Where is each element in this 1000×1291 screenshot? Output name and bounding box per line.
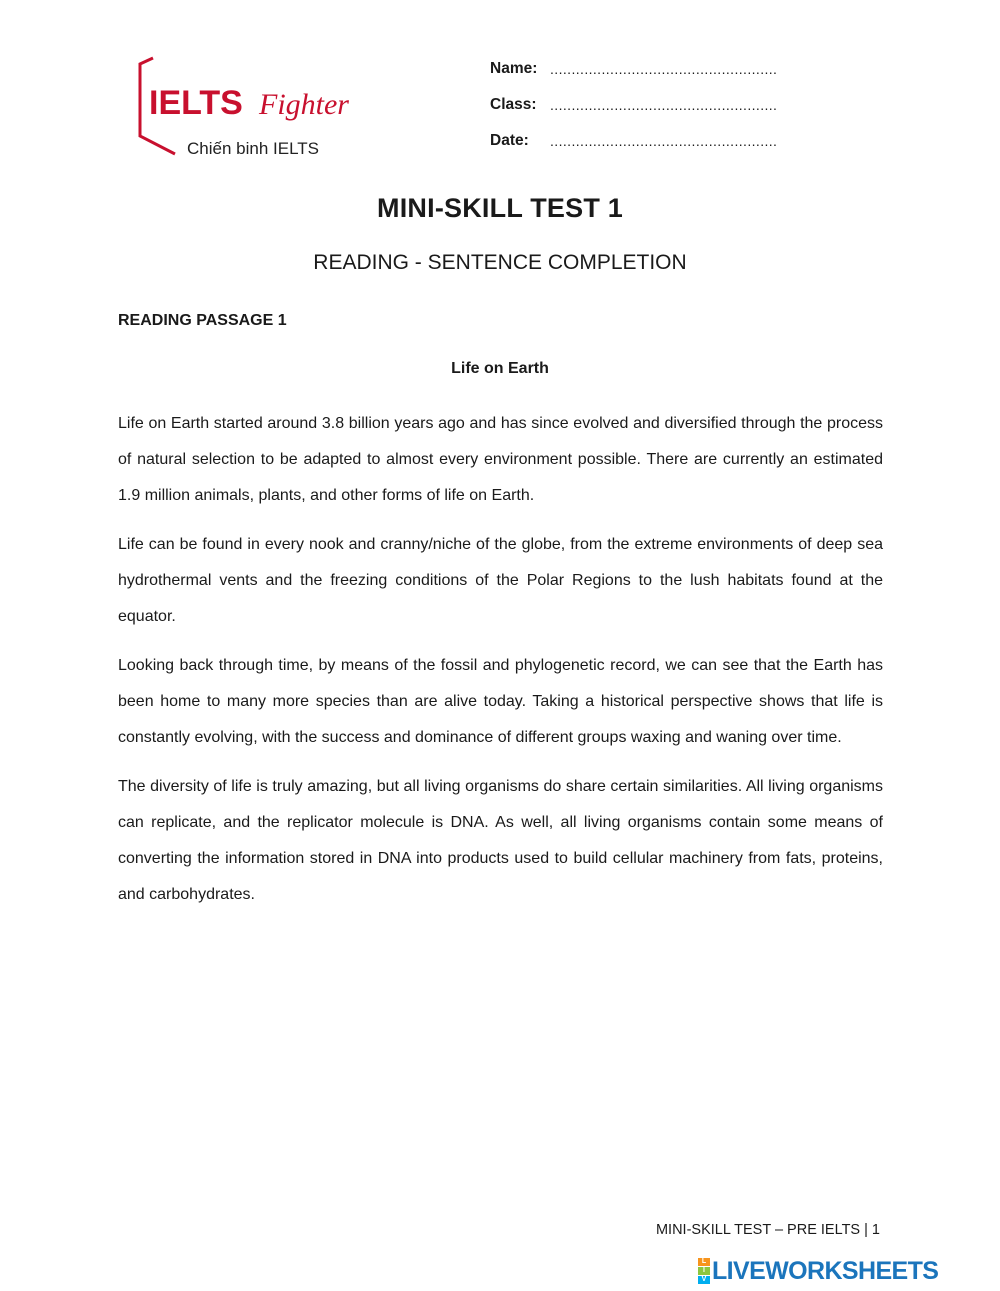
class-field [490,96,830,132]
paragraph: The diversity of life is truly amazing, but all living organisms do share certain similarities. All living organisms can replicate, and the replicator molecule is DNA. As well, all living organisms contain some means of converting the information stored in DNA into products used to build cellular machinery from fats, proteins, and carbohydrates. [118,778,883,903]
class-blank: ..................................................... [550,97,778,113]
paragraph: Looking back through time, by means of the fossil and phylogenetic record, we can see that the Earth has been home to many more species than are alive today. Taking a historical perspective shows that life is constantly evolving, with the success and dominance of different groups waxing and waning over time. [118,657,883,746]
passage-title: Life on Earth [451,360,549,377]
page-subtitle: READING - SENTENCE COMPLETION [313,251,687,274]
name-label: Name: [490,60,538,77]
date-blank: ..................................................... [550,133,778,149]
page-title: MINI-SKILL TEST 1 [377,193,623,223]
liveworksheets-watermark [698,1257,938,1285]
class-label: Class: [490,96,537,113]
name-field [490,60,830,96]
logo-brand-main: IELTS [149,84,243,122]
logo-tagline: Chiến binh IELTS [187,139,319,158]
liveworksheets-mark-icon: L I V [698,1258,710,1284]
passage-body [118,406,883,926]
ielts-fighter-logo [135,56,375,160]
page-footer: MINI-SKILL TEST – PRE IELTS | 1 [655,1222,880,1238]
paragraph: Life on Earth started around 3.8 billion years ago and has since evolved and diversified through the process of natural selection to be adapted to almost every environment possible. There are currently an estimated 1.9 million animals, plants, and other forms of life on Earth. [118,415,883,504]
student-info-fields [490,60,830,168]
date-label: Date: [490,132,529,149]
name-blank: ..................................................... [550,61,778,77]
passage-label: READING PASSAGE 1 [118,312,287,329]
paragraph: Life can be found in every nook and cranny/niche of the globe, from the extreme environments of deep sea hydrothermal vents and the freezing conditions of the Polar Regions to the lush habitats found at the equator. [118,536,883,625]
logo-brand-script: Fighter [259,88,349,121]
date-field [490,132,830,168]
liveworksheets-text: LIVEWORKSHEETS [712,1256,939,1285]
